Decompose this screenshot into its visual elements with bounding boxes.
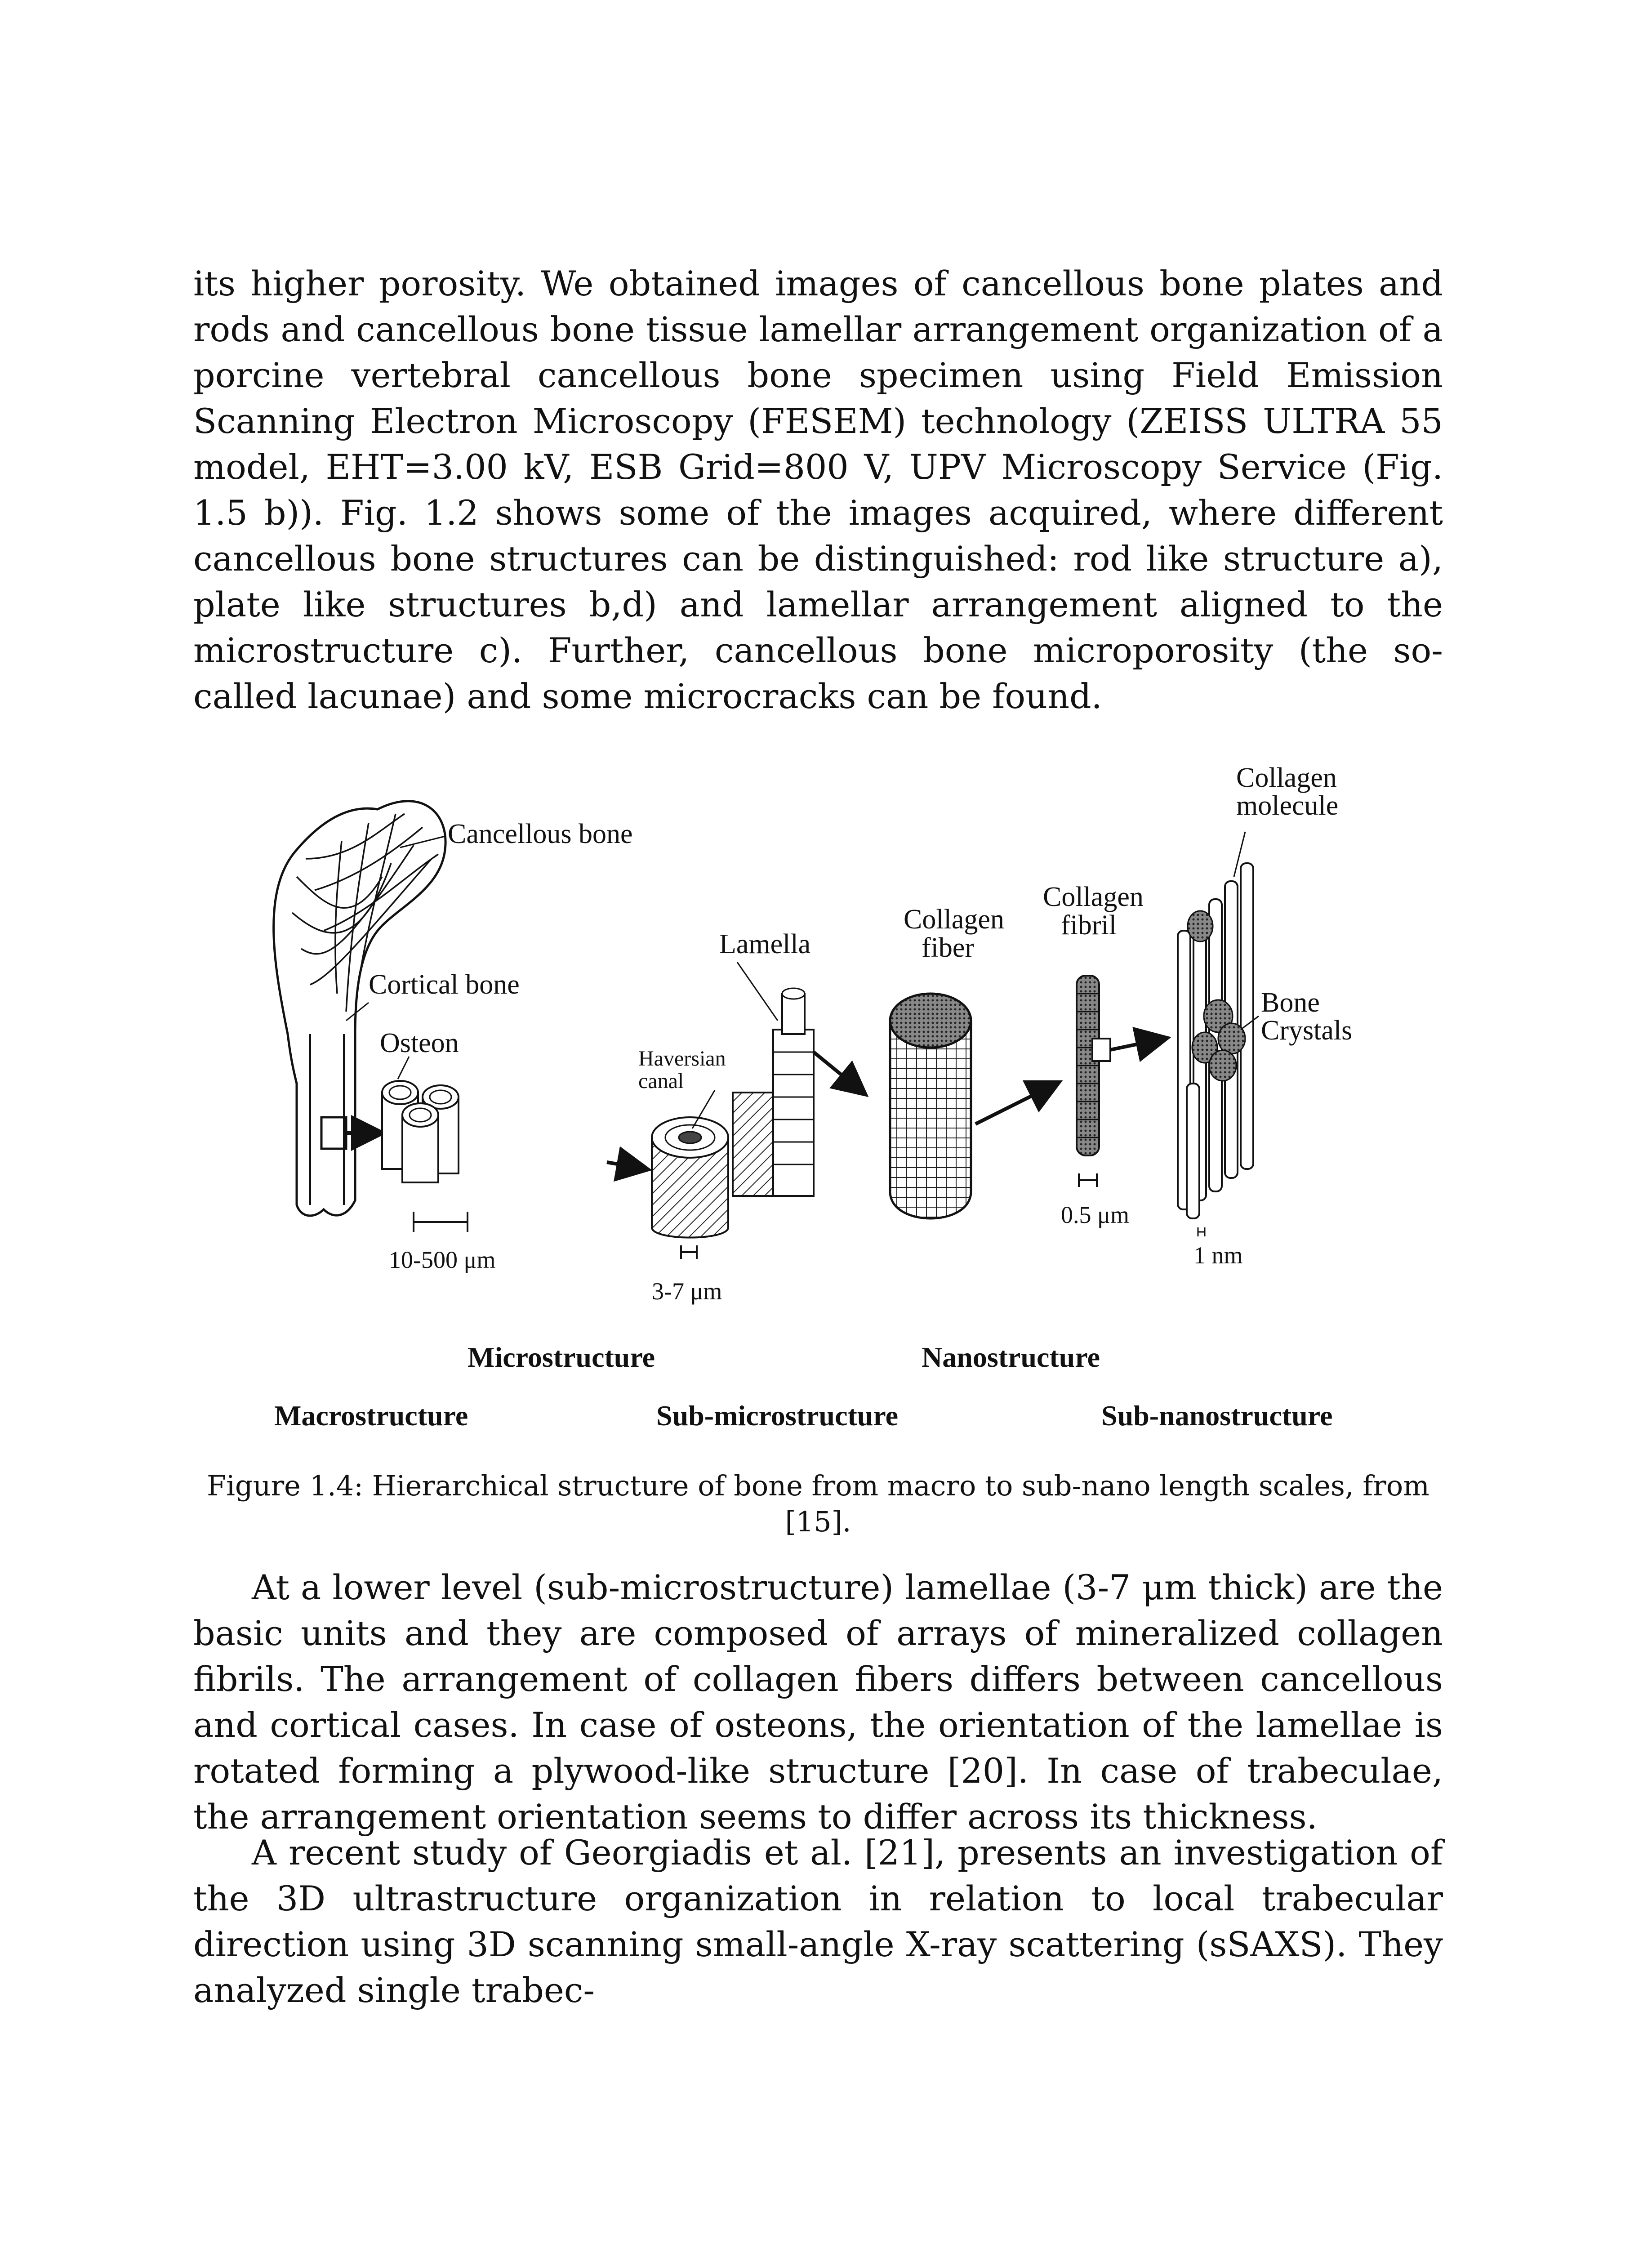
bone-hierarchy-figure bbox=[234, 742, 1403, 1461]
label-collagen-fiber-2: fiber bbox=[922, 932, 975, 963]
scale-molecule: 1 nm bbox=[1193, 1242, 1243, 1269]
bone-hierarchy-diagram bbox=[234, 742, 1403, 1461]
arrow-fibril-to-molecule bbox=[1110, 1039, 1164, 1050]
level-macrostructure: Macrostructure bbox=[274, 1400, 468, 1432]
scale-fibril: 0.5 μm bbox=[1061, 1201, 1129, 1228]
osteon-pointer bbox=[398, 1057, 409, 1079]
label-osteon: Osteon bbox=[380, 1028, 459, 1058]
level-sub-microstructure: Sub-microstructure bbox=[656, 1400, 899, 1432]
label-haversian-1: Haversian bbox=[638, 1047, 726, 1070]
lamella-pointer bbox=[737, 962, 778, 1021]
label-lamella: Lamella bbox=[719, 929, 811, 959]
arrow-fiber-to-fibril bbox=[975, 1084, 1056, 1124]
label-collagen-fibril-1: Collagen bbox=[1043, 882, 1144, 912]
level-nanostructure: Nanostructure bbox=[922, 1341, 1100, 1373]
scale-osteon: 10-500 μm bbox=[389, 1246, 496, 1273]
label-haversian-2: canal bbox=[638, 1069, 684, 1093]
lamella-drawing bbox=[652, 988, 814, 1259]
label-collagen-fibril-2: fibril bbox=[1061, 910, 1117, 941]
collagen-fibril-drawing bbox=[1077, 976, 1110, 1187]
arrow-osteon-to-lamella bbox=[607, 1162, 645, 1169]
osteon-drawing bbox=[382, 1081, 468, 1232]
label-collagen-molecule-2: molecule bbox=[1236, 790, 1339, 821]
label-cortical-bone: Cortical bone bbox=[369, 969, 520, 1000]
label-cancellous-bone: Cancellous bone bbox=[448, 819, 633, 849]
figure-caption: Figure 1.4: Hierarchical structure of bone from macro to sub-nano length scales, from [15]. bbox=[207, 1469, 1429, 1538]
scale-lamella: 3-7 μm bbox=[652, 1278, 722, 1305]
level-sub-nanostructure: Sub-nanostructure bbox=[1101, 1400, 1333, 1432]
paragraph-1: its higher porosity. We obtained images of cancellous bone plates and rods and cancellous bone tissue lamellar arrangement organization of a porcine vertebral cancellous bone specimen using Field Emission Scanning Electron Microscopy (FESEM) technology (ZEISS ULTRA 55 model, EHT=3.00 kV, ESB Grid=800 V, UPV Microscopy Service (Fig. 1.5 b)). Fig. 1.2 shows some of the images acquired, where different cancellous bone structures can be distinguished: rod like structure a), plate like structures b,d) and lamellar arrangement aligned to the microstructure c). Further, cancellous bone microporosity (the so-called lacunae) and some microcracks can be found. bbox=[193, 263, 1443, 716]
label-bone-crystals-2: Crystals bbox=[1261, 1015, 1353, 1046]
label-collagen-fiber-1: Collagen bbox=[904, 904, 1004, 935]
level-microstructure: Microstructure bbox=[468, 1341, 655, 1373]
collagen-molecule-drawing bbox=[1178, 863, 1253, 1236]
label-bone-crystals-1: Bone bbox=[1261, 987, 1320, 1018]
paragraph-2: At a lower level (sub-microstructure) lamellae (3-7 μm thick) are the basic units and they are composed of arrays of mineralized collagen fibrils. The arrangement of collagen fibers differs between cancellous and cortical cases. In case of osteons, the orientation of the lamellae is rotated forming a plywood-like structure [20]. In case of trabeculae, the arrangement orientation seems to differ across its thickness. bbox=[193, 1567, 1443, 1837]
label-collagen-molecule-1: Collagen bbox=[1236, 763, 1337, 793]
collagen-fiber-drawing bbox=[890, 994, 971, 1218]
paragraph-3: A recent study of Georgiadis et al. [21], presents an investigation of the 3D ultrastructure organization in relation to local trabecular direction using 3D scanning small-angle X-ray scattering (sSAXS). They analyzed single trabec- bbox=[193, 1833, 1443, 2010]
arrow-lamella-to-fiber bbox=[814, 1052, 863, 1093]
